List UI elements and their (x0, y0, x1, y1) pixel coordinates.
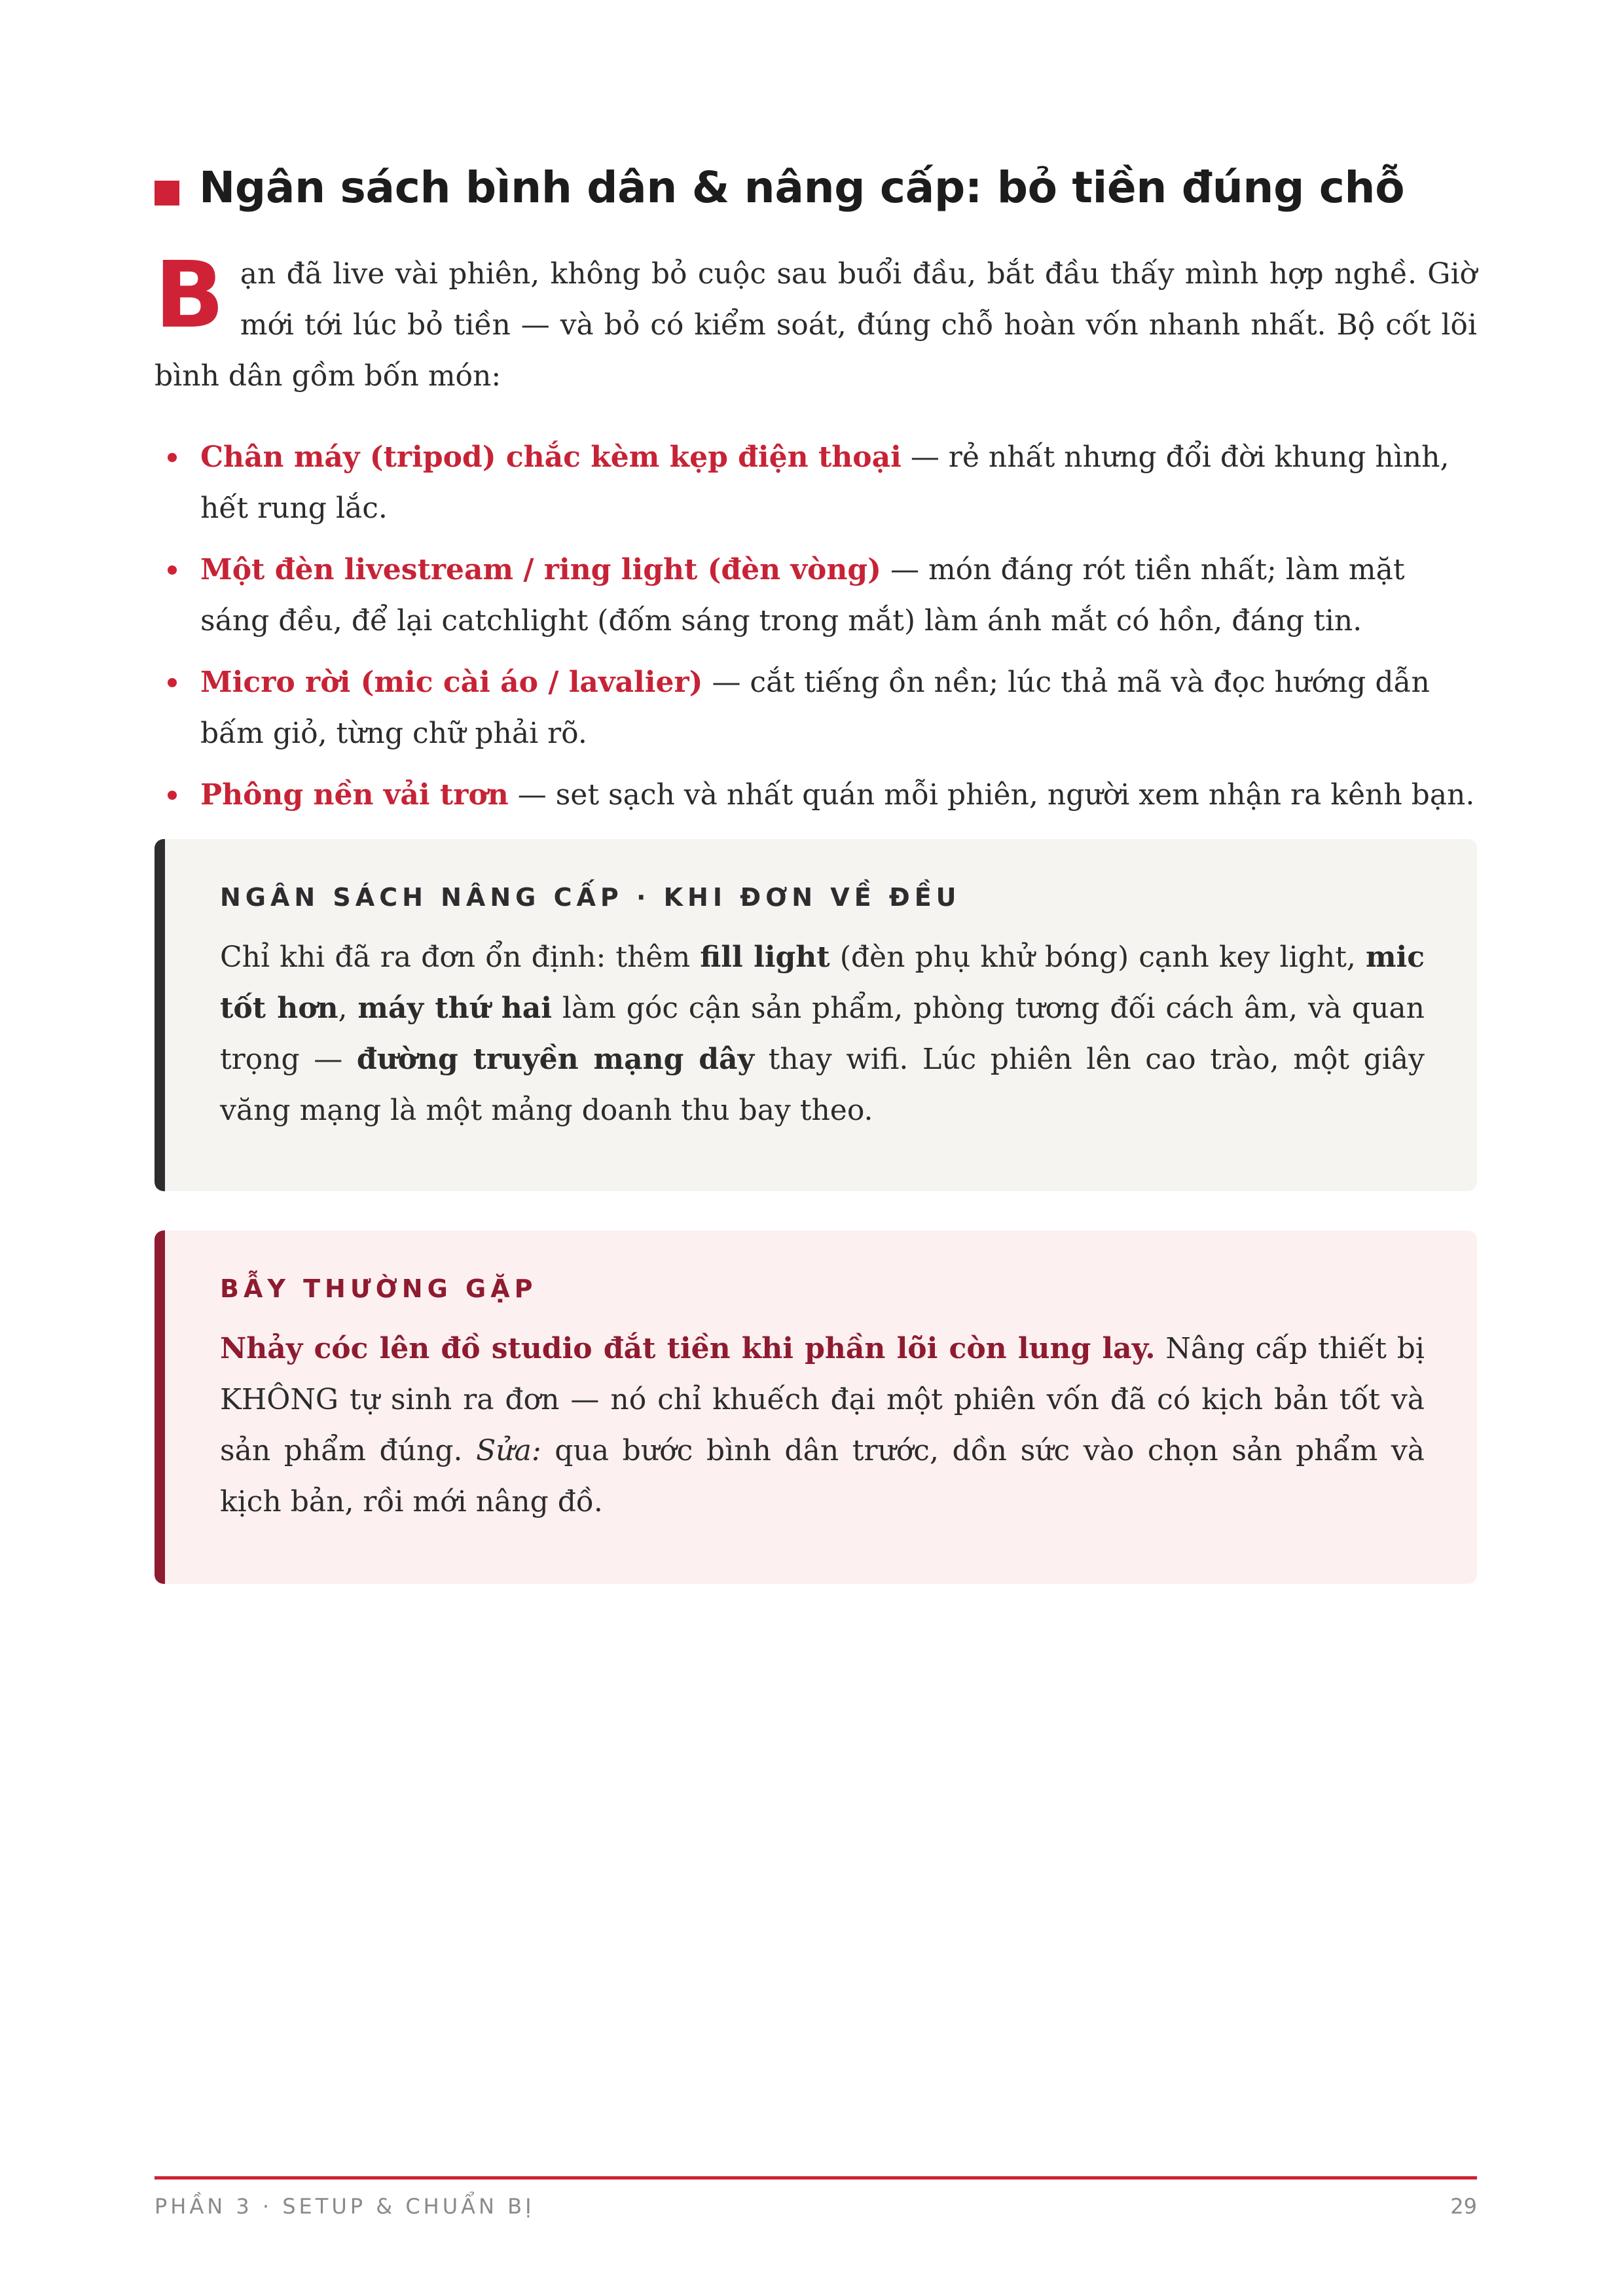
item-text: — rẻ nhất nhưng đổi đời khung hình, hết rung lắc. (200, 440, 1450, 525)
bold-term: đường truyền mạng dây (356, 1043, 755, 1076)
item-lead: Chân máy (tripod) chắc kèm kẹp điện thoại (200, 440, 902, 474)
trap-lead: Nhảy cóc lên đồ studio đắt tiền khi phần lõi còn lung lay. (220, 1332, 1156, 1365)
callout-title: NGÂN SÁCH NÂNG CẤP · KHI ĐƠN VỀ ĐỀU (220, 883, 961, 912)
bold-term: máy thứ hai (357, 992, 552, 1025)
footer-section-label: PHẦN 3 · SETUP & CHUẨN BỊ (155, 2194, 535, 2219)
dropcap: B (155, 242, 225, 349)
text-run: Chỉ khi đã ra đơn ổn định: thêm (220, 941, 701, 974)
text-run: Nâng cấp thiết bị KHÔNG tự sinh ra đơn — nó chỉ khuếch đại một phiên vốn đã có kịch bản tốt và sản phẩm đúng. (220, 1332, 1425, 1467)
bold-term: mic tốt hơn (220, 941, 1425, 1025)
list-item (155, 657, 1477, 759)
page-number: 29 (1450, 2194, 1477, 2219)
upgrade-budget-callout (155, 839, 1477, 1191)
fix-label: Sửa: (476, 1434, 541, 1467)
item-lead: Một đèn livestream / ring light (đèn vòng) (200, 553, 881, 586)
list-item (155, 432, 1477, 534)
callout-text (220, 932, 1425, 1136)
heading-square-icon (155, 181, 179, 206)
item-text: — món đáng rót tiền nhất; làm mặt sáng đều, để lại catchlight (đốm sáng trong mắt) làm ánh mắt có hồn, đáng tin. (200, 553, 1405, 637)
item-lead: Micro rời (mic cài áo / lavalier) (200, 666, 703, 699)
footer-rule (155, 2176, 1477, 2179)
item-lead: Phông nền vải trơn (200, 778, 509, 812)
callout-accent-bar (155, 1230, 165, 1584)
bullet-dot-icon (168, 791, 177, 800)
callout-title: BẪY THƯỜNG GẶP (220, 1274, 538, 1303)
section-heading (155, 162, 1477, 213)
list-item (155, 545, 1477, 647)
bullet-dot-icon (168, 678, 177, 687)
callout-text (220, 1323, 1425, 1528)
text-run: , (338, 992, 358, 1025)
text-run: làm góc cận sản phẩm, phòng tương đối cách âm, và quan trọng — (220, 992, 1425, 1076)
item-text: — set sạch và nhất quán mỗi phiên, người xem nhận ra kênh bạn. (508, 778, 1475, 812)
core-kit-list (155, 432, 1477, 831)
callout-accent-bar (155, 839, 165, 1191)
item-text: — cắt tiếng ồn nền; lúc thả mã và đọc hướng dẫn bấm giỏ, từng chữ phải rõ. (200, 666, 1430, 750)
section-title: Ngân sách bình dân & nâng cấp: bỏ tiền đúng chỗ (199, 162, 1405, 213)
list-item (155, 770, 1477, 821)
text-run: qua bước bình dân trước, dồn sức vào chọn sản phẩm và kịch bản, rồi mới nâng đồ. (220, 1434, 1425, 1518)
intro-paragraph (155, 242, 1477, 402)
bullet-dot-icon (168, 565, 177, 575)
bullet-dot-icon (168, 453, 177, 462)
bold-term: fill light (700, 941, 830, 974)
text-run: thay wifi. Lúc phiên lên cao trào, một giây văng mạng là một mảng doanh thu bay theo. (220, 1043, 1425, 1127)
common-trap-callout (155, 1230, 1477, 1584)
intro-text: ạn đã live vài phiên, không bỏ cuộc sau buổi đầu, bắt đầu thấy mình hợp nghề. Giờ mới tới lúc bỏ tiền — và bỏ có kiểm soát, đúng chỗ hoàn vốn nhanh nhất. Bộ cốt lõi bình dân gồm bốn món: (155, 257, 1477, 393)
text-run: (đèn phụ khử bóng) cạnh key light, (830, 941, 1366, 974)
